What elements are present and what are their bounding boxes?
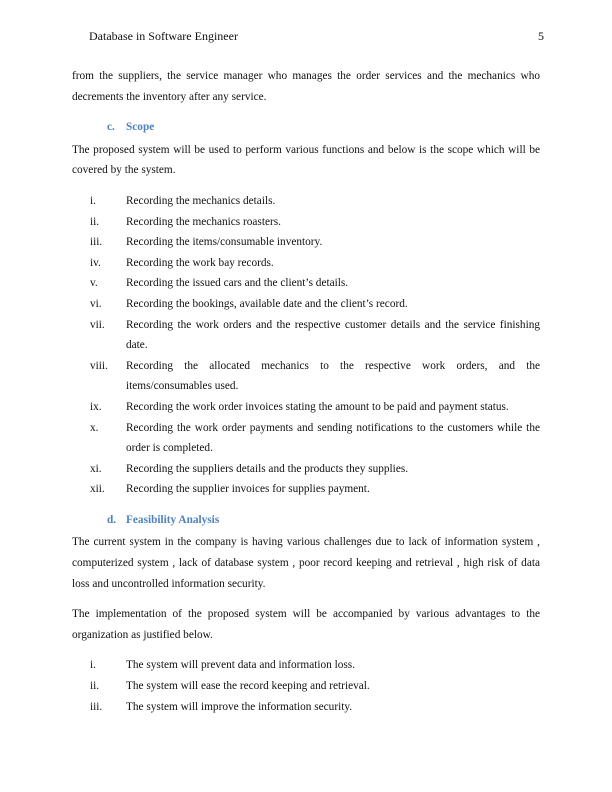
list-item-text: The system will prevent data and information loss. [126, 659, 356, 672]
list-item [72, 418, 540, 459]
list-item-text: The system will ease the record keeping and retrieval. [126, 680, 370, 693]
feasibility-heading-text: Feasibility Analysis [126, 513, 220, 526]
list-item-text: Recording the work order invoices stating the amount to be paid and payment status. [126, 400, 509, 413]
list-item-number: iii. [90, 700, 103, 713]
list-item [72, 191, 540, 212]
list-item [72, 294, 540, 315]
list-item-text: Recording the work order payments and sending notifications to the customers while the order is completed. [126, 421, 540, 455]
page-content [72, 66, 540, 717]
paragraph-gap [72, 594, 540, 604]
list-item-number: v. [90, 277, 98, 290]
list-item-number: xii. [90, 483, 105, 496]
list-item-text: Recording the supplier invoices for supplies payment. [126, 483, 370, 496]
list-item-number: ix. [90, 400, 102, 413]
list-item-number: i. [90, 659, 96, 672]
scope-list [72, 191, 540, 500]
list-item-text: Recording the mechanics roasters. [126, 215, 281, 228]
list-item-text: Recording the allocated mechanics to the respective work orders, and the items/consumables used. [126, 359, 540, 393]
feasibility-paragraph-1: The current system in the company is having various challenges due to lack of information system , computerized system , lack of database system , poor record keeping and retrieval , high risk of data loss and uncontrolled information security. [72, 536, 540, 590]
list-item-number: ii. [90, 680, 100, 693]
list-item-number: i. [90, 194, 96, 207]
list-item-text: Recording the work orders and the respective customer details and the service finishing date. [126, 318, 540, 352]
scope-heading-text: Scope [126, 121, 155, 134]
list-item-text: Recording the mechanics details. [126, 194, 276, 207]
list-item-number: vii. [90, 318, 105, 331]
page-number: 5 [538, 29, 544, 43]
scope-heading-letter: c. [107, 121, 115, 134]
list-item [72, 397, 540, 418]
list-item [72, 253, 540, 274]
list-item [72, 459, 540, 480]
list-item-text: Recording the bookings, available date and the client’s record. [126, 297, 408, 310]
intro-paragraph: from the suppliers, the service manager who manages the order services and the mechanics who decrements the inventory after any service. [72, 70, 540, 103]
list-item-number: iii. [90, 236, 103, 249]
list-item [72, 232, 540, 253]
feasibility-heading-letter: d. [107, 513, 117, 526]
list-item-text: The system will improve the information security. [126, 700, 353, 713]
scope-paragraph: The proposed system will be used to perform various functions and below is the scope which will be covered by the system. [72, 143, 540, 177]
list-item [72, 697, 540, 718]
list-item-text: Recording the work bay records. [126, 256, 274, 269]
list-item [72, 315, 540, 356]
feasibility-heading [107, 510, 540, 531]
list-item [72, 676, 540, 697]
list-item-number: x. [90, 421, 99, 434]
list-item-text: Recording the suppliers details and the products they supplies. [126, 462, 409, 475]
list-item-text: Recording the items/consumable inventory. [126, 236, 323, 249]
list-item-number: viii. [90, 359, 108, 372]
feasibility-paragraph-2: The implementation of the proposed system will be accompanied by various advantages to the organization as justified below. [72, 608, 540, 641]
list-item-text: Recording the issued cars and the client’s details. [126, 277, 349, 290]
list-item-number: vi. [90, 297, 102, 310]
list-item [72, 479, 540, 500]
list-item [72, 273, 540, 294]
feasibility-list [72, 655, 540, 717]
scope-heading [107, 117, 540, 138]
list-item-number: iv. [90, 256, 101, 269]
list-item [72, 212, 540, 233]
list-item [72, 655, 540, 676]
list-item-number: xi. [90, 462, 102, 475]
list-item [72, 356, 540, 397]
list-item-number: ii. [90, 215, 100, 228]
running-header-title: Database in Software Engineer [89, 29, 238, 43]
